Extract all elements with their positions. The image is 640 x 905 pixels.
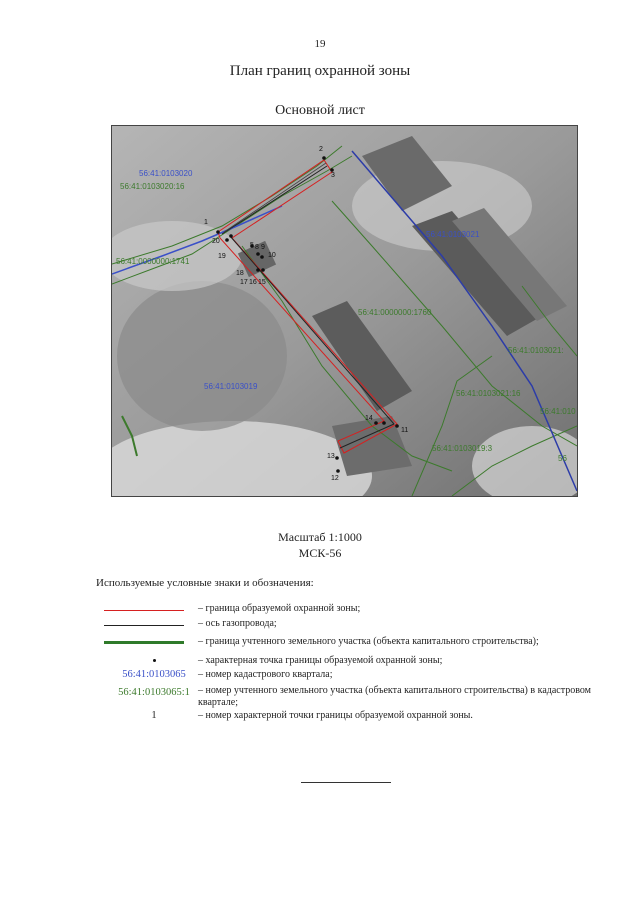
point-number: 11	[401, 427, 409, 434]
parcel-label: 56:41:010	[540, 407, 576, 416]
point-number: 19	[218, 253, 226, 260]
boundary-point	[260, 255, 264, 259]
point-number-sample: 1	[151, 710, 157, 721]
point-number: 16	[249, 279, 257, 286]
legend-desc: – номер характерной точки границы образуемой охранной зоны.	[198, 710, 473, 721]
green-line-symbol	[104, 641, 184, 644]
point-number: 3	[331, 172, 335, 179]
legend-desc: – ось газопровода;	[198, 618, 277, 629]
parcel-label: 56	[558, 454, 567, 463]
page-title: План границ охранной зоны	[229, 63, 411, 79]
quarter-sample: 56:41:0103065	[122, 669, 186, 680]
legend-item	[96, 603, 596, 617]
point-number: 9	[261, 244, 265, 251]
legend-desc: – граница учтенного земельного участка (объекта капитального строительства);	[198, 636, 539, 647]
point-number: 5	[250, 242, 254, 249]
quarter-label: 56:41:0103021:	[508, 346, 564, 355]
point-number: 13	[327, 453, 335, 460]
legend-symbol	[104, 603, 194, 617]
point-number: 8	[255, 244, 259, 251]
terrain-patch	[117, 281, 287, 431]
map-scale: Масштаб 1:1000	[278, 530, 362, 544]
legend-desc: – граница образуемой охранной зоны;	[198, 603, 361, 614]
legend-desc: – номер кадастрового квартала;	[198, 669, 333, 680]
legend-desc: – номер учтенного земельного участка (объекта капитального строительства) в кадастровом квартале;	[198, 685, 592, 708]
point-number: 17	[240, 279, 248, 286]
legend-symbol	[104, 669, 194, 683]
legend-item	[96, 685, 596, 711]
legend-symbol	[104, 710, 194, 724]
legend-item	[96, 636, 596, 650]
black-line-symbol	[104, 625, 184, 626]
parcel-label: 56:41:0103020:16	[120, 182, 185, 191]
legend-symbol	[104, 636, 194, 650]
boundary-point	[335, 456, 339, 460]
quarter-label: 56:41:0103020	[139, 169, 193, 178]
parcel-label: 56:41:0103021:16	[456, 389, 521, 398]
parcel-label: 56:41:0000000:1760	[358, 308, 432, 317]
sheet-subtitle: Основной лист	[275, 103, 365, 118]
legend-item	[96, 655, 596, 669]
boundary-point	[216, 230, 220, 234]
boundary-point	[382, 421, 386, 425]
boundary-point	[395, 424, 399, 428]
point-number: 10	[268, 252, 276, 259]
red-line-symbol	[104, 610, 184, 611]
boundary-point	[374, 421, 378, 425]
signature-line	[301, 782, 391, 783]
point-number: 18	[236, 270, 244, 277]
point-number: 2	[319, 146, 323, 153]
point-number: 14	[365, 415, 373, 422]
legend-symbol	[104, 685, 194, 699]
point-number: 15	[258, 279, 266, 286]
quarter-label: 56:41:0103019	[204, 382, 258, 391]
legend-item	[96, 618, 596, 632]
legend-symbol	[104, 618, 194, 632]
parcel-sample: 56:41:0103065:1	[118, 687, 190, 698]
legend-item	[96, 669, 596, 683]
legend-item	[96, 710, 596, 724]
point-number: 20	[212, 238, 220, 245]
legend-symbol	[104, 655, 194, 669]
boundary-point	[322, 156, 326, 160]
dot-symbol	[153, 659, 156, 662]
boundary-point	[229, 234, 233, 238]
boundary-point	[336, 469, 340, 473]
quarter-label: 56:41:0103021	[426, 230, 480, 239]
page-number: 19	[314, 38, 326, 50]
boundary-point	[261, 268, 265, 272]
aerial-map	[111, 125, 578, 497]
legend-desc: – характерная точка границы образуемой охранной зоны;	[198, 655, 443, 666]
boundary-point	[256, 252, 260, 256]
coordinate-system: МСК-56	[298, 546, 342, 560]
boundary-point	[256, 268, 260, 272]
parcel-label: 56:41:0103019:3	[432, 444, 493, 453]
legend-title: Используемые условные знаки и обозначения:	[96, 577, 314, 589]
boundary-point	[225, 238, 229, 242]
point-number: 1	[204, 219, 208, 226]
parcel-label: 56:41:0000000:1741	[116, 257, 190, 266]
point-number: 12	[331, 475, 339, 482]
